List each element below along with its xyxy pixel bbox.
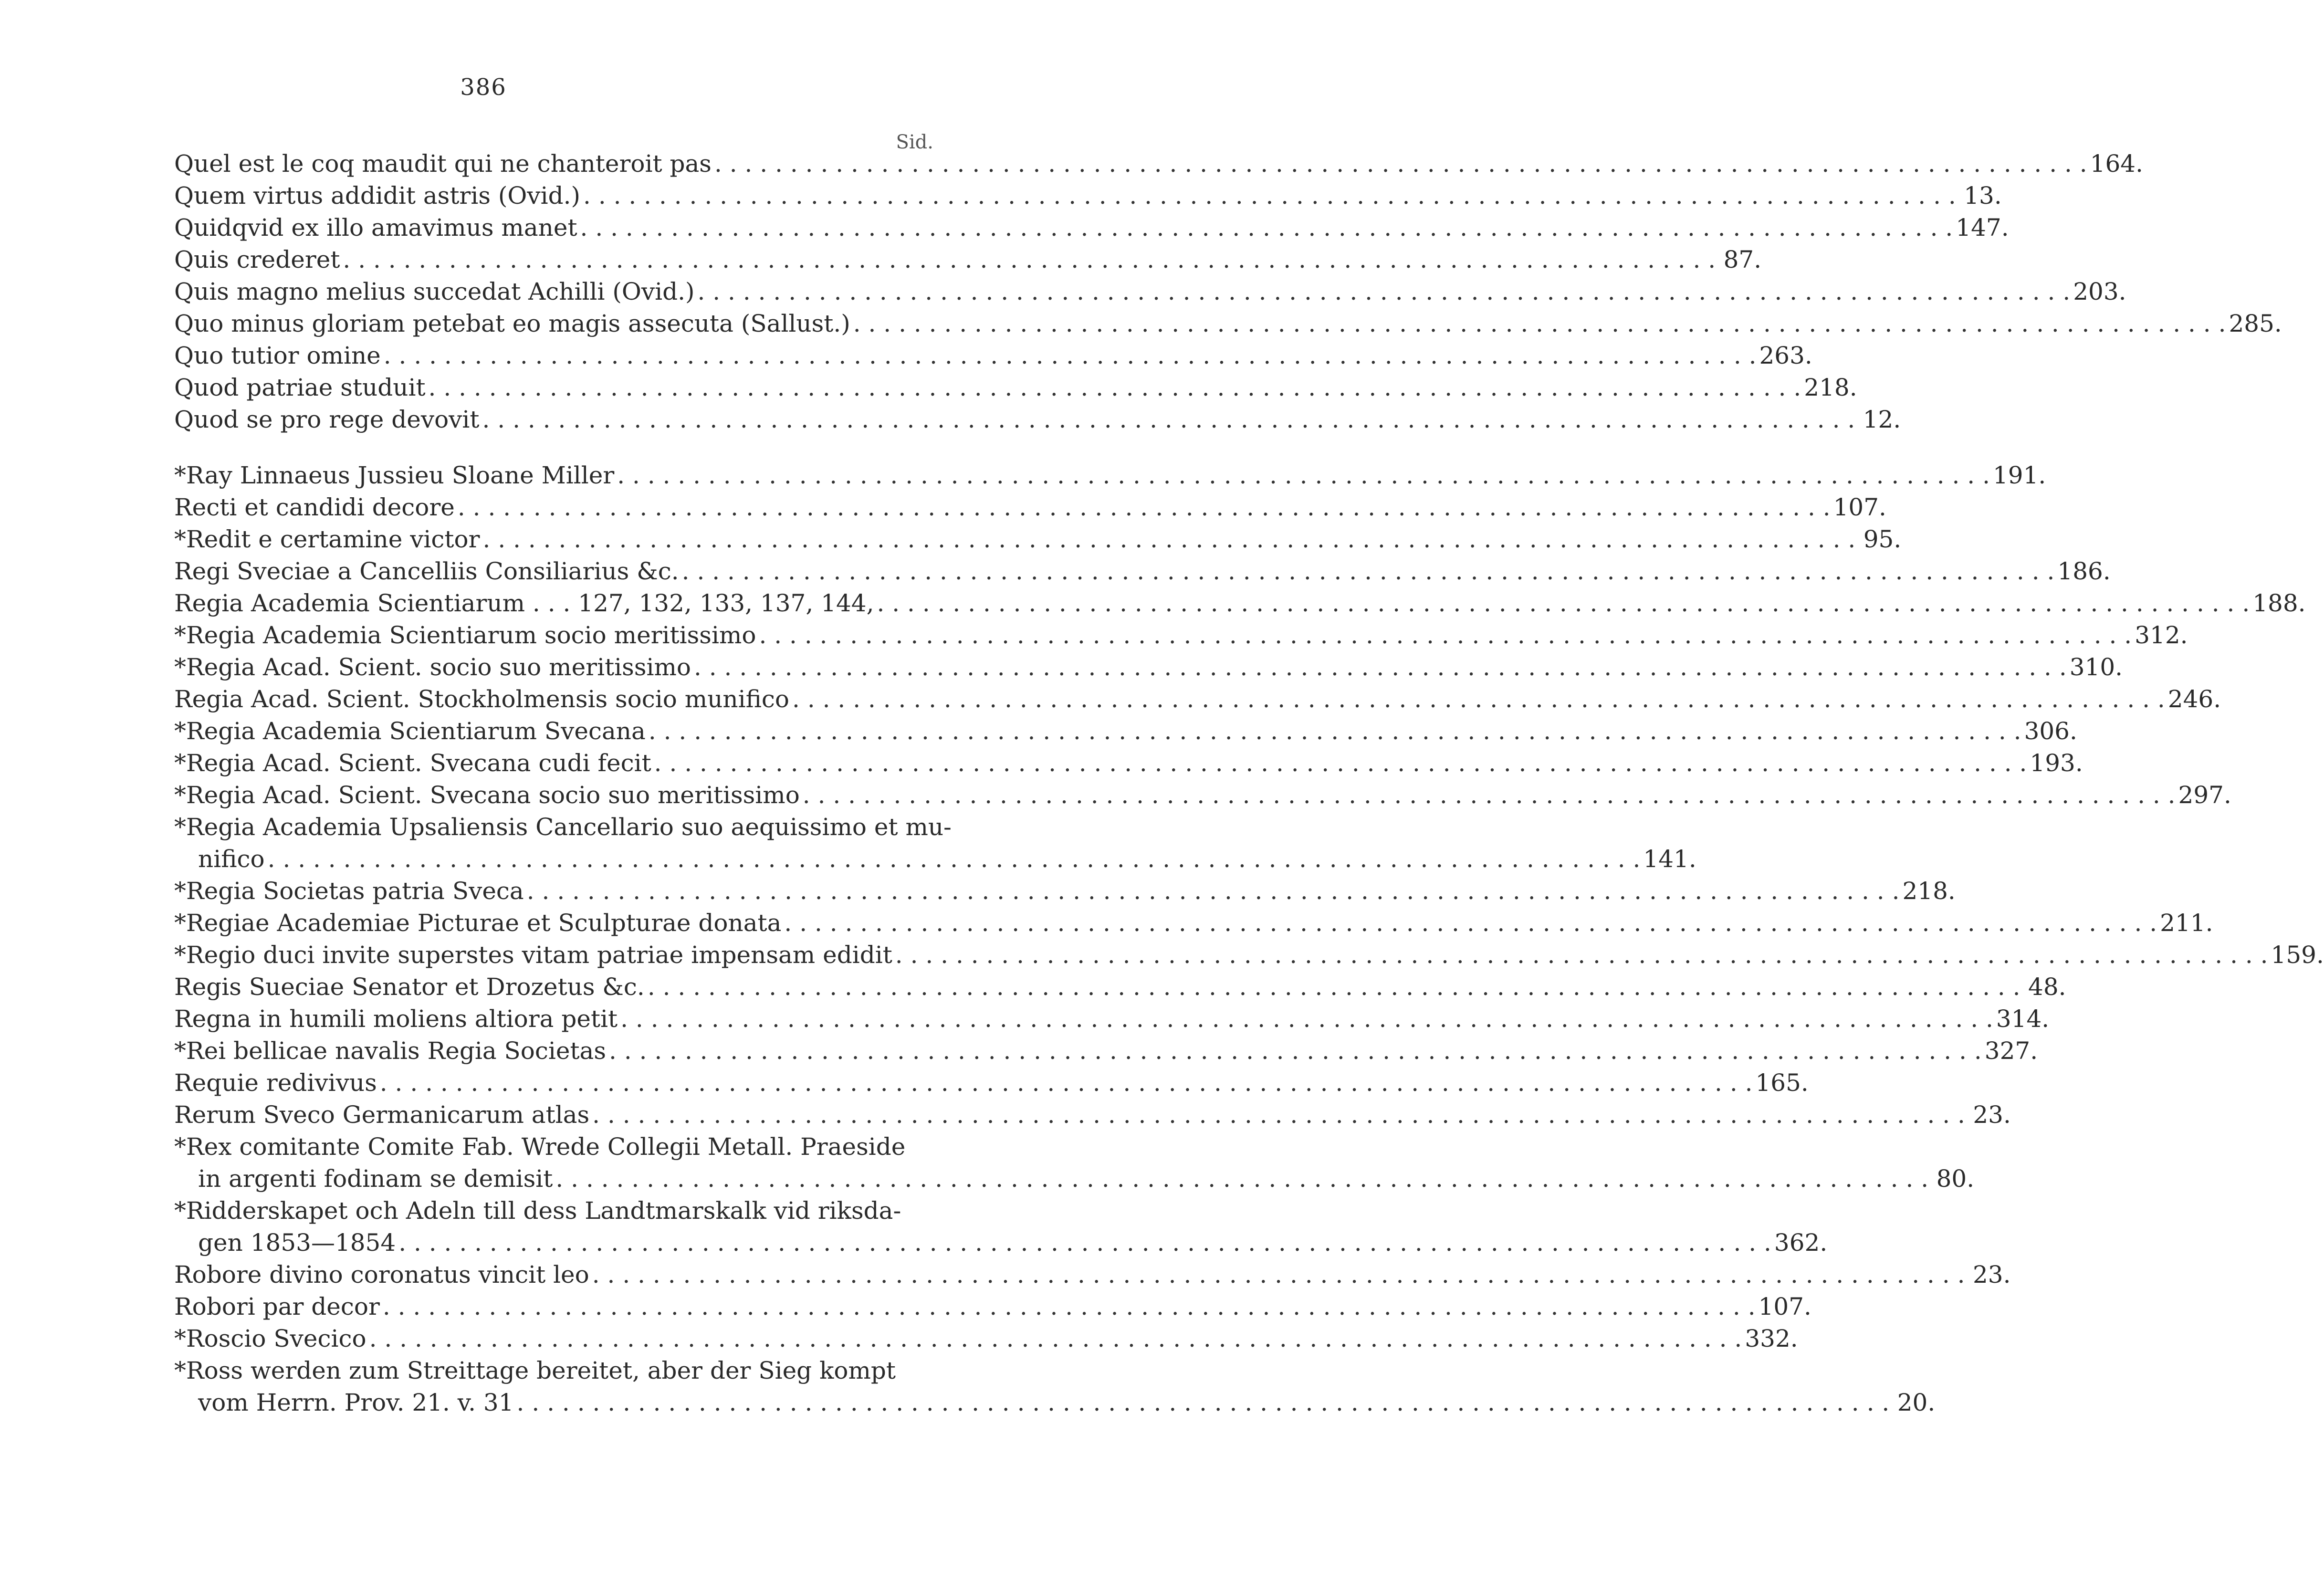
entry-title: *Regiae Academiae Picturae et Sculpturae donata	[174, 909, 782, 937]
index-entry	[174, 308, 2282, 340]
dot-leader	[398, 1227, 1771, 1259]
entry-title: *Regia Societas patria Sveca	[174, 877, 524, 905]
entry-page-number: 20.	[1897, 1389, 1936, 1416]
dot-leader	[383, 1291, 1756, 1323]
entry-title: Quis magno melius succedat Achilli (Ovid.)	[174, 278, 695, 305]
index-entry	[174, 843, 1696, 875]
entry-title: *Rei bellicae navalis Regia Societas	[174, 1037, 607, 1065]
entry-page-number: 297.	[2178, 781, 2231, 809]
entry-page-number: 211.	[2160, 909, 2213, 937]
entry-title: Regia Acad. Scient. Stockholmensis socio munifico	[174, 685, 790, 713]
index-entry	[174, 1035, 2038, 1067]
entry-title: Regia Academia Scientiarum . . . 127, 132, 133, 137, 144,	[174, 589, 874, 617]
page-column-header: Sid.	[896, 131, 933, 153]
index-entry	[174, 1163, 1975, 1195]
entry-page-number: 107.	[1833, 493, 1886, 521]
entry-title: vom Herrn. Prov. 21. v. 31	[198, 1389, 514, 1416]
index-entry	[174, 1067, 1809, 1099]
dot-leader	[792, 683, 2165, 715]
dot-leader	[714, 148, 2087, 180]
index-entry	[174, 524, 1902, 555]
dot-leader	[527, 875, 1900, 907]
entry-page-number: 13.	[1964, 182, 2002, 209]
entry-page-number: 312.	[2135, 621, 2188, 649]
index-entry	[174, 555, 2111, 587]
entry-title: *Roscio Svecico	[174, 1325, 366, 1352]
entry-page-number: 159.	[2271, 941, 2324, 969]
entry-page-number: 23.	[1973, 1101, 2011, 1129]
index-entry	[174, 244, 1762, 276]
entry-title: Quem virtus addidit astris (Ovid.)	[174, 182, 581, 209]
index-entry	[174, 683, 2221, 715]
entry-page-number: 48.	[2028, 973, 2066, 1001]
dot-leader	[620, 1003, 1993, 1035]
entry-title: *Regia Academia Scientiarum socio meritissimo	[174, 621, 756, 649]
dot-leader	[592, 1099, 1965, 1131]
dot-leader	[592, 1259, 1965, 1291]
index-entry	[174, 811, 953, 843]
entry-page-number: 164.	[2090, 150, 2143, 178]
dot-leader	[648, 971, 2020, 1003]
entry-page-number: 218.	[1804, 374, 1857, 401]
dot-leader	[343, 244, 1716, 276]
dot-leader	[617, 460, 1990, 492]
index-entry	[174, 1355, 953, 1387]
dot-leader	[555, 1163, 1928, 1195]
dot-leader	[369, 1323, 1742, 1355]
dot-leader	[895, 939, 2268, 971]
entry-page-number: 165.	[1755, 1069, 1809, 1097]
index-group-r	[174, 460, 2324, 1419]
entry-page-number: 80.	[1936, 1165, 1975, 1193]
entry-title: Recti et candidi decore	[174, 493, 455, 521]
index-entry	[174, 180, 2002, 212]
dot-leader	[429, 372, 1801, 404]
entry-page-number: 147.	[1956, 214, 2009, 241]
dot-leader	[759, 619, 2132, 651]
dot-leader	[803, 779, 2176, 811]
index-entry	[174, 1131, 953, 1163]
entry-title: *Rex comitante Comite Fab. Wrede Collegii Metall. Praeside	[174, 1133, 906, 1161]
entry-page-number: 186.	[2057, 557, 2111, 585]
index-entry	[174, 651, 2123, 683]
entry-title: *Redit e certamine victor	[174, 525, 480, 553]
entry-title: Quel est le coq maudit qui ne chanteroit pas	[174, 150, 712, 178]
entry-page-number: 362.	[1774, 1229, 1828, 1256]
entry-title: Regi Sveciae a Cancelliis Consiliarius &c.	[174, 557, 679, 585]
entry-title: *Ridderskapet och Adeln till dess Landtmarskalk vid riksda-	[174, 1197, 901, 1225]
entry-page-number: 193.	[2030, 749, 2083, 777]
entry-title: gen 1853—1854	[198, 1229, 396, 1256]
index-entry	[174, 1099, 2011, 1131]
entry-page-number: 23.	[1972, 1261, 2011, 1288]
entry-page-number: 306.	[2024, 717, 2077, 745]
entry-page-number: 107.	[1758, 1293, 1811, 1320]
entry-title: Quo minus gloriam petebat eo magis assecuta (Sallust.)	[174, 310, 850, 337]
index-entry	[174, 212, 2009, 244]
entry-page-number: 263.	[1759, 342, 1812, 369]
entry-page-number: 188.	[2252, 589, 2306, 617]
entry-page-number: 327.	[1984, 1037, 2038, 1065]
entry-title: Quidqvid ex illo amavimus manet	[174, 214, 577, 241]
dot-leader	[380, 1067, 1753, 1099]
entry-title: Quo tutior omine	[174, 342, 381, 369]
dot-leader	[517, 1387, 1890, 1419]
entry-title: in argenti fodinam se demisit	[198, 1165, 553, 1193]
dot-leader	[877, 587, 2250, 619]
entry-title: *Regia Acad. Scient. socio suo meritissimo	[174, 653, 691, 681]
entry-title: Requie redivivus	[174, 1069, 377, 1097]
entry-page-number: 246.	[2167, 685, 2221, 713]
dot-leader	[697, 276, 2070, 308]
entry-title: *Ross werden zum Streittage bereitet, aber der Sieg kompt	[174, 1357, 896, 1384]
entry-title: Quod se pro rege devovit	[174, 406, 480, 433]
entry-page-number: 285.	[2229, 310, 2282, 337]
entry-title: Rerum Sveco Germanicarum atlas	[174, 1101, 590, 1129]
index-entry	[174, 939, 2324, 971]
entry-page-number: 141.	[1643, 845, 1696, 873]
page-number: 386	[460, 74, 507, 101]
entry-title: nifico	[198, 845, 265, 873]
entry-title: *Regia Acad. Scient. Svecana socio suo meritissimo	[174, 781, 800, 809]
index-entry	[174, 340, 1812, 372]
index-entry	[174, 587, 2306, 619]
index-entry	[174, 1227, 1828, 1259]
index-entry	[174, 875, 1956, 907]
index-entry	[174, 148, 2143, 180]
index-entry	[174, 1291, 1811, 1323]
group-separator	[174, 436, 953, 460]
entry-page-number: 310.	[2069, 653, 2123, 681]
index-entry	[174, 715, 2077, 747]
entry-page-number: 95.	[1863, 525, 1902, 553]
entry-title: Regis Sueciae Senator et Drozetus &c.	[174, 973, 645, 1001]
index-list	[174, 148, 2324, 1419]
entry-page-number: 87.	[1723, 246, 1762, 273]
dot-leader	[609, 1035, 1982, 1067]
index-entry	[174, 1003, 2050, 1035]
entry-title: Quis crederet	[174, 246, 340, 273]
dot-leader	[654, 747, 2027, 779]
index-group-q	[174, 148, 2282, 436]
index-entry	[174, 404, 1901, 436]
index-entry	[174, 372, 1857, 404]
dot-leader	[268, 843, 1641, 875]
index-entry	[174, 1387, 1936, 1419]
dot-leader	[384, 340, 1757, 372]
index-entry	[174, 619, 2188, 651]
dot-leader	[649, 715, 2021, 747]
dot-leader	[483, 524, 1856, 555]
entry-page-number: 203.	[2073, 278, 2126, 305]
index-entry	[174, 779, 2231, 811]
entry-page-number: 12.	[1863, 406, 1901, 433]
entry-title: Robori par decor	[174, 1293, 380, 1320]
index-entry	[174, 971, 2066, 1003]
dot-leader	[694, 651, 2067, 683]
index-entry	[174, 492, 1886, 524]
entry-title: *Regia Academia Upsaliensis Cancellario suo aequissimo et mu-	[174, 813, 952, 841]
entry-page-number: 218.	[1902, 877, 1956, 905]
dot-leader	[784, 907, 2157, 939]
entry-title: *Regia Academia Scientiarum Svecana	[174, 717, 646, 745]
entry-title: Quod patriae studuit	[174, 374, 426, 401]
entry-page-number: 314.	[1996, 1005, 2050, 1033]
index-entry	[174, 907, 2213, 939]
entry-title: *Regia Acad. Scient. Svecana cudi fecit	[174, 749, 651, 777]
entry-title: Regna in humili moliens altiora petit	[174, 1005, 618, 1033]
entry-title: *Regio duci invite superstes vitam patriae impensam edidit	[174, 941, 892, 969]
dot-leader	[853, 308, 2226, 340]
index-entry	[174, 747, 2083, 779]
dot-leader	[458, 492, 1831, 524]
index-entry	[174, 460, 2046, 492]
dot-leader	[682, 555, 2055, 587]
index-entry	[174, 1195, 953, 1227]
entry-title: Robore divino coronatus vincit leo	[174, 1261, 589, 1288]
dot-leader	[580, 212, 1953, 244]
index-entry	[174, 276, 2126, 308]
dot-leader	[482, 404, 1855, 436]
index-entry	[174, 1323, 1798, 1355]
entry-page-number: 191.	[1992, 461, 2046, 489]
index-entry	[174, 1259, 2011, 1291]
entry-title: *Ray Linnaeus Jussieu Sloane Miller	[174, 461, 615, 489]
entry-page-number: 332.	[1745, 1325, 1798, 1352]
dot-leader	[583, 180, 1956, 212]
